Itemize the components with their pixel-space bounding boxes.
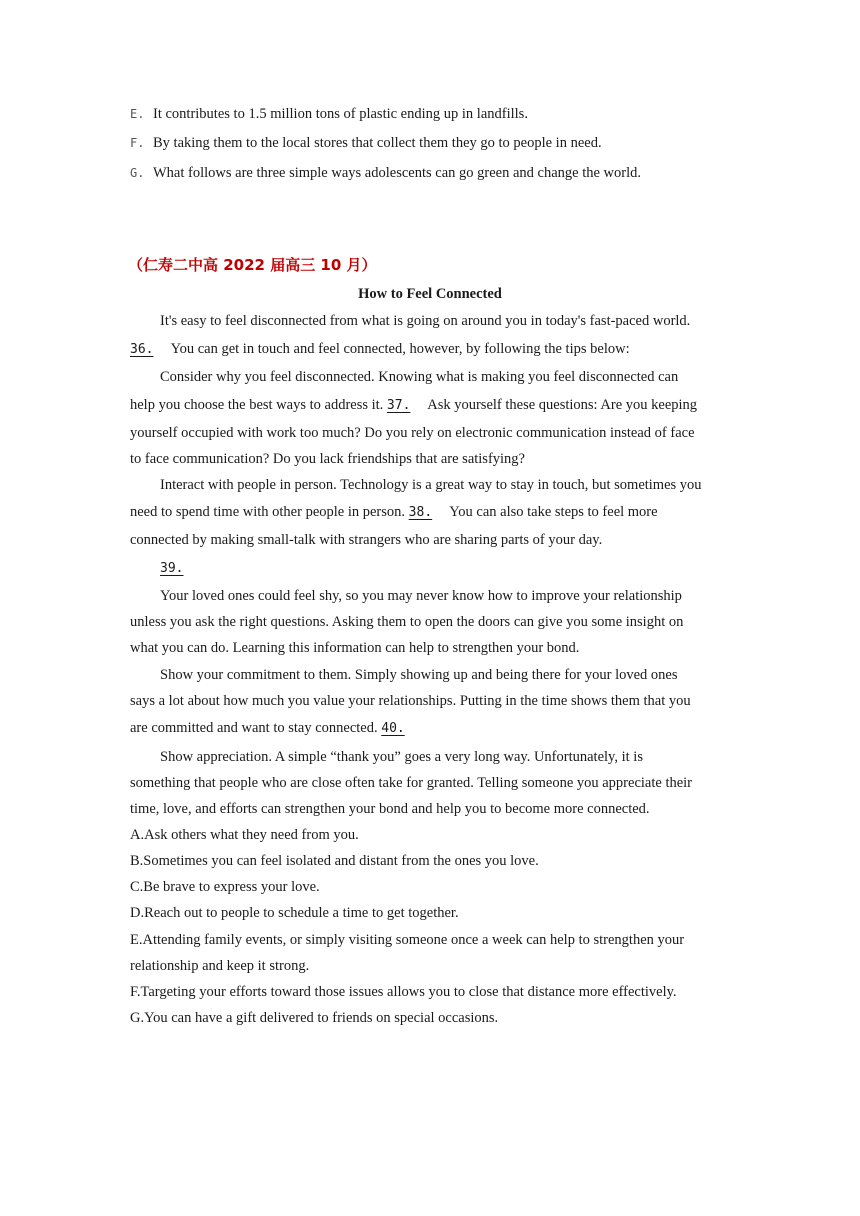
passage-title: How to Feel Connected [358,286,502,302]
passage-text: are committed and want to stay connected. [130,720,378,736]
blank-40: 40. [381,721,405,736]
answer-option-f: F.Targeting your efforts toward those issues allows you to close that distance more effectively. [130,984,677,1000]
passage-line: what you can do. Learning this information can help to strengthen your bond. [130,640,580,656]
passage-text: need to spend time with other people in person. [130,504,406,520]
option-g-prev [130,163,641,183]
passage-line: time, love, and efforts can strengthen your bond and help you to become more connected. [130,801,650,817]
passage-line: It's easy to feel disconnected from what is going on around you in today's fast-paced world. [160,313,691,329]
passage-line: connected by making small-talk with strangers who are sharing parts of your day. [130,532,603,548]
passage-line [130,718,419,739]
passage-line: unless you ask the right questions. Asking them to open the doors can give you some insight on [130,614,684,630]
blank-36: 36. [130,342,154,357]
passage-line: Consider why you feel disconnected. Knowing what is making you feel disconnected can [160,369,679,385]
option-text: By taking them to the local stores that collect them they go to people in need. [153,135,602,151]
answer-option-c: C.Be brave to express your love. [130,879,320,895]
option-letter: F. [130,136,145,150]
blank-37: 37. [386,398,411,413]
source-heading: （仁寿二中高 2022 届高三 10 月） [128,256,377,274]
answer-option-b: B.Sometimes you can feel isolated and distant from the ones you love. [130,853,539,869]
passage-line [130,502,658,523]
passage-line: Show your commitment to them. Simply showing up and being there for your loved ones [160,667,678,683]
passage-text: help you choose the best ways to address it. [130,397,384,413]
blank-38: 38. [408,505,433,520]
option-letter: G. [130,166,145,180]
passage-text: You can get in touch and feel connected, however, by following the tips below: [170,341,630,357]
passage-line [160,558,197,579]
option-text: It contributes to 1.5 million tons of plastic ending up in landfills. [153,106,528,122]
passage-text: You can also take steps to feel more [449,504,658,520]
passage-line: Your loved ones could feel shy, so you may never know how to improve your relationship [160,588,682,604]
passage-line: yourself occupied with work too much? Do you rely on electronic communication instead of face [130,425,695,441]
passage-text: Ask yourself these questions: Are you keeping [427,397,698,413]
answer-option-e-cont: relationship and keep it strong. [130,958,310,974]
blank-39: 39. [160,561,184,576]
passage-line: Interact with people in person. Technology is a great way to stay in touch, but sometimes you [160,477,702,493]
passage-line: says a lot about how much you value your relationships. Putting in the time shows them that you [130,693,691,709]
option-f-prev [130,133,602,153]
option-letter: E. [130,107,145,121]
answer-option-d: D.Reach out to people to schedule a time to get together. [130,905,459,921]
option-text: What follows are three simple ways adolescents can go green and change the world. [153,165,641,181]
passage-line [130,395,697,416]
answer-option-a: A.Ask others what they need from you. [130,827,359,843]
answer-option-g: G.You can have a gift delivered to friends on special occasions. [130,1010,499,1026]
option-e-prev [130,104,528,124]
passage-line: something that people who are close often take for granted. Telling someone you appreciate their [130,775,693,791]
passage-line: Show appreciation. A simple “thank you” goes a very long way. Unfortunately, it is [160,749,643,765]
answer-option-e: E.Attending family events, or simply visiting someone once a week can help to strengthen your [130,932,685,948]
passage-line: to face communication? Do you lack friendships that are satisfying? [130,451,525,467]
passage-line [130,339,630,360]
